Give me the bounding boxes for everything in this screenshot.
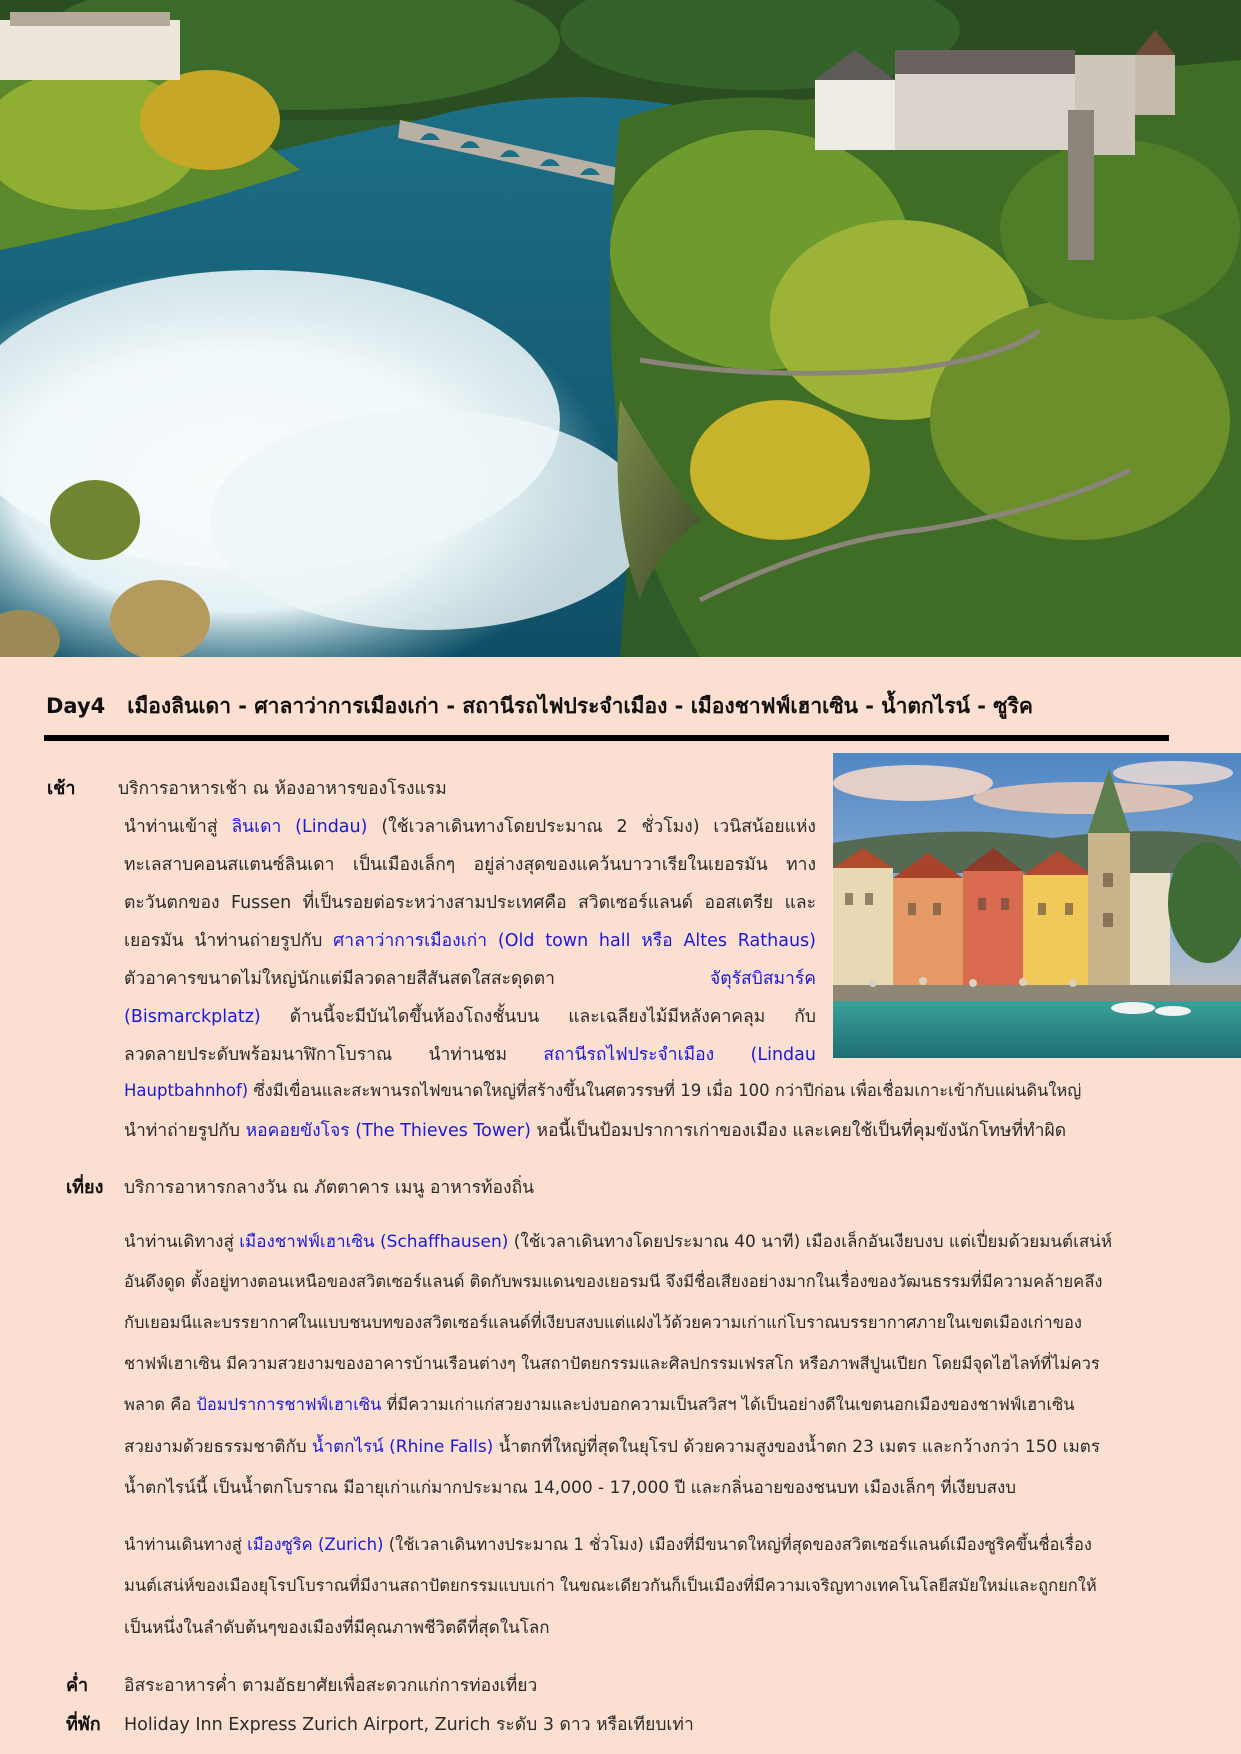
schaffhausen-para-line-6: สวยงามด้วยธรรมชาติกับ น้ำตกไรน์ (Rhine Falls) น้ำตกที่ใหญ่ที่สุดในยุโรป ด้วยความสูงของน้ำตก 23 เมตร และกว้างกว่า 150 เมตร xyxy=(124,1437,1100,1457)
morning-label: เช้า xyxy=(47,778,76,799)
lindau-para-line-7: ลวดลายประดับพร้อมนาฬิกาโบราณ นำท่านชม สถานีรถไฟประจำเมือง (Lindau xyxy=(124,1045,816,1065)
schaffhausen-para-line-3: กับเยอมนีและบรรยากาศในแบบชนบทของสวิตเซอร์แลนด์ที่เงียบสงบแต่แฝงไว้ด้วยความเก่าแก่โบราณบรรยากาศภายในเขตเมืองเก่าของ xyxy=(124,1313,1082,1332)
evening-label: ค่ำ xyxy=(66,1675,89,1696)
lindau-harbor-photo xyxy=(833,753,1241,1058)
schaffhausen-para-line-7: น้ำตกไรน์นี้ เป็นน้ำตกโบราณ มีอายุเก่าแก่มากประมาณ 14,000 - 17,000 ปี และกลิ่นอายของชนบท เมืองเล็กๆ ที่เงียบสงบ xyxy=(124,1478,1017,1498)
lindau-para-line-8: Hauptbahnhof) ซึ่งมีเขื่อนและสะพานรถไฟขนาดใหญ่ที่สร้างขึ้นในศตวรรษที่ 19 เมื่อ 100 กว่าปีก่อน เพื่อเชื่อมเกาะเข้ากับแผ่นดินใหญ่ xyxy=(124,1081,1082,1100)
lindau-para-line-1: นำท่านเข้าสู่ ลินเดา (Lindau) (ใช้เวลาเดินทางโดยประมาณ 2 ชั่วโมง) เวนิสน้อยแห่ง xyxy=(124,817,816,837)
zurich-para-line-2: มนต์เสน่ห์ของเมืองยุโรปโบราณที่มีงานสถาปัตยกรรมแบบเก่า ในขณะเดียวกันก็เป็นเมืองที่มีความเจริญทางเทคโนโลยีสมัยใหม่และถูกยกให้ xyxy=(124,1576,1097,1595)
lunch-text: บริการอาหารกลางวัน ณ ภัตตาคาร เมนู อาหารท้องถิ่น xyxy=(124,1178,535,1198)
day-heading xyxy=(46,690,1166,723)
day-label: Day4 xyxy=(46,694,106,718)
lindau-station-highlight: สถานีรถไฟประจำเมือง (Lindau xyxy=(543,1045,816,1065)
hero-photo-rhine-falls xyxy=(0,0,1241,657)
schaffhausen-fortress-highlight: ป้อมปราการชาฟฟ์เฮาเซิน xyxy=(196,1395,382,1414)
schaffhausen-para-line-1: นำท่านเดิทางสู่ เมืองชาฟฟ์เฮาเซิน (Schaffhausen) (ใช้เวลาเดินทางโดยประมาณ 40 นาที) เมืองเล็กอันเงียบงบ แต่เปี่ยมด้วยมนต์เสน่ห์ xyxy=(124,1232,1113,1252)
lindau-para-line-5: ตัวอาคารขนาดไม่ใหญ่นักแต่มีลวดลายสีสันสดใสสะดุดตา จัตุรัสบิสมาร์ค xyxy=(124,969,816,989)
schaffhausen-para-line-4: ชาฟฟ์เฮาเซิน มีความสวยงามของอาคารบ้านเรือนต่างๆ ในสถาปัตยกรรมและศิลปกรรมเฟรสโก หรือภาพสีปูนเปียก โดยมีจุดไฮไลท์ที่ไม่ควร xyxy=(124,1354,1100,1373)
stay-label: ที่พัก xyxy=(66,1714,101,1735)
thieves-tower-highlight: หอคอยขังโจร (The Thieves Tower) xyxy=(245,1121,531,1141)
lindau-para-line-9: นำท่าถ่ายรูปกับ หอคอยขังโจร (The Thieves Tower) หอนี้เป็นป้อมปราการเก่าของเมือง และเคยใช้เป็นที่คุมขังนักโทษที่ทำผิด xyxy=(124,1121,1067,1141)
schaffhausen-highlight: เมืองชาฟฟ์เฮาเซิน (Schaffhausen) xyxy=(239,1232,509,1252)
bismarck-square-highlight: จัตุรัสบิสมาร์ค xyxy=(710,969,816,989)
dinner-text: อิสระอาหารค่ำ ตามอัธยาศัยเพื่อสะดวกแก่การท่องเที่ยว xyxy=(124,1676,538,1696)
old-town-hall-highlight: ศาลาว่าการเมืองเก่า (Old town hall หรือ Altes Rathaus) xyxy=(333,931,816,951)
schaffhausen-para-line-5: พลาด คือ ป้อมปราการชาฟฟ์เฮาเซิน ที่มีความเก่าแก่สวยงามและบ่งบอกความเป็นสวิสฯ ได้เป็นอย่างดีในเขตนอกเมืองของชาฟฟ์เฮาเซิน xyxy=(124,1395,1075,1414)
zurich-para-line-3: เป็นหนึ่งในลำดับต้นๆของเมืองที่มีคุณภาพชีวิตดีที่สุดในโลก xyxy=(124,1618,550,1638)
heading-divider xyxy=(44,735,1169,741)
hotel-text: Holiday Inn Express Zurich Airport, Zurich ระดับ 3 ดาว หรือเทียบเท่า xyxy=(124,1715,694,1735)
rhine-falls-highlight: น้ำตกไรน์ (Rhine Falls) xyxy=(311,1437,494,1457)
zurich-highlight: เมืองซูริค (Zurich) xyxy=(247,1535,384,1554)
zurich-para-line-1: นำท่านเดินทางสู่ เมืองซูริค (Zurich) (ใช้เวลาเดินทางประมาณ 1 ชั่วโมง) เมืองที่มีขนาดใหญ่ที่สุดของสวิตเซอร์แลนด์เมืองซูริคขึ้นชื่อเรื่อง xyxy=(124,1535,1092,1554)
schaffhausen-para-line-2: อันดึงดูด ตั้งอยู่ทางตอนเหนือของสวิตเซอร์แลนด์ ติดกับพรมแดนของเยอรมนี จึงมีชื่อเสียงอย่างมากในเรื่องของวัฒนธรรมที่มีความคล้ายคลึง xyxy=(124,1272,1103,1291)
lindau-para-line-2: ทะเลสาบคอนสแตนซ์ลินเดา เป็นเมืองเล็กๆ อยู่ล่างสุดของแคว้นบาวาเรียในเยอรมัน ทาง xyxy=(124,855,816,875)
day-title: เมืองลินเดา - ศาลาว่าการเมืองเก่า - สถานีรถไฟประจำเมือง - เมืองชาฟฟ์เฮาเซิน - น้ำตกไรน์ - ซูริค xyxy=(127,694,1033,718)
noon-label: เที่ยง xyxy=(66,1177,104,1198)
lindau-para-line-4: เยอรมัน นำท่านถ่ายรูปกับ ศาลาว่าการเมืองเก่า (Old town hall หรือ Altes Rathaus) xyxy=(124,931,816,951)
lindau-highlight: ลินเดา (Lindau) xyxy=(231,817,368,837)
lindau-para-line-6: (Bismarckplatz) ด้านนี้จะมีบันไดขึ้นห้องโถงชั้นบน และเฉลียงไม้มีหลังคาคลุม กับ xyxy=(124,1007,816,1027)
lindau-para-line-3: ตะวันตกของ Fussen ที่เป็นรอยต่อระหว่างสามประเทศคือ สวิตเซอร์แลนด์ ออสเตรีย และ xyxy=(124,893,816,913)
breakfast-text: บริการอาหารเช้า ณ ห้องอาหารของโรงแรม xyxy=(118,779,447,799)
